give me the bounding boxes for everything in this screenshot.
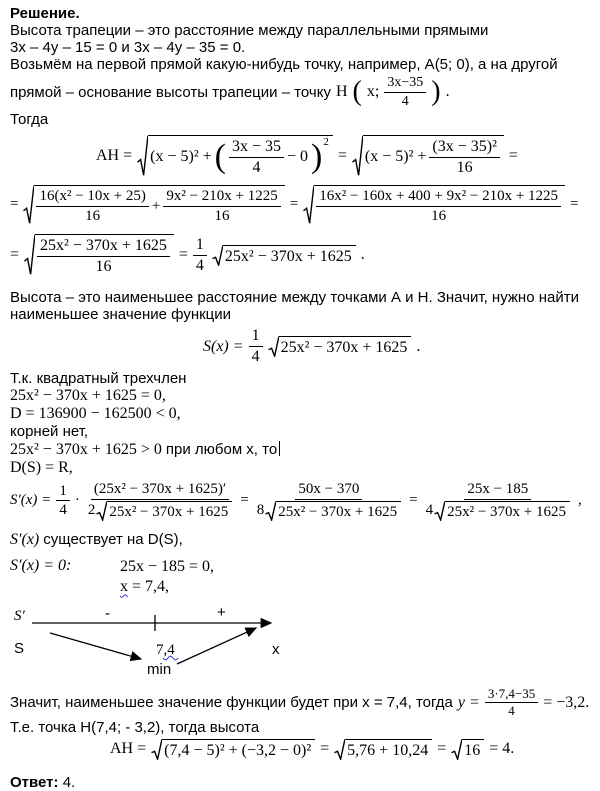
- sqrt: 25x² − 370x + 1625: [268, 336, 412, 357]
- diagram-s-label: S: [14, 639, 25, 657]
- page-title: Решение.: [10, 5, 80, 22]
- sqrt: (x − 5)² + $\frac{\text{(3x − 35)²}}{16}$: [352, 135, 504, 177]
- conclusion-text: Значит, наименьшее значение функции будет при x = 7,4, тогда: [10, 694, 453, 712]
- radical-sign: [434, 501, 445, 521]
- point-fraction: $\frac{3x-35}{4}$: [384, 75, 426, 109]
- sqrt: (x − 5)² + ( $\frac{3x - 35}{4}$ − 0 ) 2: [137, 135, 333, 177]
- quad-line-5: [10, 441, 590, 459]
- sqrt: [24, 234, 174, 276]
- radical-sign: [268, 336, 279, 357]
- intro-line-5: Тогда: [10, 111, 49, 128]
- quad-line-4: корней нет,: [10, 423, 89, 441]
- text-cursor: [279, 441, 280, 456]
- equation-s-of-x: S(x) = $\frac{1}{4}$ 25x² − 370x + 1625 .: [203, 327, 421, 366]
- sqrt: 16: [451, 739, 484, 760]
- answer-label: Ответ:: [10, 773, 59, 791]
- radical-sign: [212, 245, 223, 266]
- quad-line-2: 25x² − 370x + 1625 = 0,: [10, 387, 166, 405]
- sqrt: 5,76 + 10,24: [334, 739, 432, 760]
- intro-line-1: Высота трапеции – это расстояние между параллельными прямыми: [10, 22, 489, 39]
- conclusion-line-1: [10, 687, 590, 719]
- equation-ah-line2: = $\frac{\text{16(x² − 10x + 25)}}{16}$ + $\frac{\text{9x² − 210x + 1225}}{16}$ = $\frac{\text{16x² − 160x + 400 + 9x² − 210x + 1225}}{16}$ =: [10, 185, 590, 225]
- close-paren: ): [431, 75, 441, 107]
- diagram-s-prime-label: S′: [14, 607, 25, 624]
- diagram-minus-sign: -: [105, 604, 110, 622]
- para2-line-1: Высота – это наименьшее расстояние между точками А и Н. Значит, нужно найти: [10, 289, 579, 307]
- radical-sign: [451, 739, 462, 760]
- fraction: $\frac{\text{9x² − 210x + 1225}}{16}$: [163, 188, 280, 225]
- answer-value: 4.: [62, 773, 76, 791]
- radical-sign: [334, 739, 345, 760]
- fraction: $\frac{1}{4}$: [193, 236, 207, 275]
- fraction: $\frac{3x - 35}{4}$: [229, 138, 284, 177]
- open-paren: (: [214, 138, 226, 176]
- radical-sign: [96, 501, 107, 521]
- sqrt: 25x² − 370x + 1625: [265, 501, 401, 521]
- zero-rhs-1: 25x − 185 = 0,: [120, 557, 215, 575]
- zero-rhs-2: x = 7,4,: [120, 577, 170, 595]
- exists-text: существует на D(S),: [43, 530, 183, 548]
- exponent: 2: [323, 136, 329, 148]
- fraction: 25x − 185 4 25x² − 370x + 1625: [423, 481, 573, 521]
- conclusion-line-2: Т.е. точка Н(7,4; - 3,2), тогда высота: [10, 718, 260, 736]
- y-lhs: y =: [457, 693, 480, 711]
- close-paren: ): [311, 138, 323, 176]
- point-name: H: [335, 83, 348, 100]
- quad-line-5-math: 25x² − 370x + 1625 > 0: [10, 441, 162, 459]
- quad-line-1: Т.к. квадратный трехчлен: [10, 370, 187, 388]
- zero-equation: [10, 557, 590, 597]
- radical-sign: [352, 135, 363, 177]
- y-rhs: = −3,2.: [543, 693, 590, 711]
- quad-line-6: D(S) = R,: [10, 459, 73, 477]
- intro-line-4-text: прямой – основание высоты трапеции – точку: [10, 83, 331, 101]
- radical-sign: [303, 185, 314, 225]
- radical-sign: [265, 501, 276, 521]
- sqrt: [303, 185, 565, 225]
- fraction: $\frac{\text{25x² − 370x + 1625}}{16}$: [37, 237, 170, 276]
- point-arg: x;: [366, 83, 380, 100]
- sqrt: (7,4 − 5)² + (−3,2 − 0)²: [151, 739, 315, 760]
- equation-ah-final: AH = (7,4 − 5)² + (−3,2 − 0)² = 5,76 + 10,24 = 16 = 4.: [110, 740, 515, 759]
- exists-math: S′(x): [10, 530, 40, 548]
- intro-line-2: 3x – 4y – 15 = 0 и 3x – 4y – 35 = 0.: [10, 39, 246, 56]
- exists-line: [10, 531, 590, 549]
- fraction: $\frac{\text{(3x − 35)²}}{16}$: [429, 138, 499, 177]
- sqrt: 25x² − 370x + 1625: [434, 501, 570, 521]
- diagram-plus-sign: +: [217, 603, 226, 621]
- radical-sign: [151, 739, 162, 760]
- equation-derivative: S′(x) = $\frac{1}{4}$ · (25x² − 370x + 1625)′ 2 25x² − 370x + 1625 = 50x − 370 8 25x² − 370x + 1625 = 25x − 185 4 25x² − 370x + 1625 ,: [10, 481, 582, 520]
- fraction: $\frac{\text{16x² − 160x + 400 + 9x² − 210x + 1225}}{16}$: [316, 188, 561, 225]
- diagram-decreasing-arrow: [50, 633, 141, 659]
- quad-line-5-text: при любом x, то: [165, 441, 278, 459]
- x-variable: x: [120, 577, 128, 595]
- diagram-x-label: x: [272, 640, 280, 658]
- quad-line-3: D = 136900 − 162500 < 0,: [10, 405, 181, 423]
- diagram-min-value: 7,4: [156, 641, 175, 658]
- para2-line-2: наименьшее значение функции: [10, 306, 232, 324]
- sqrt: 25x² − 370x + 1625: [96, 501, 232, 521]
- sign-diagram: [10, 603, 310, 677]
- fraction: $\frac{3\cdot 7,4-35}{4}$: [485, 687, 538, 719]
- sqrt: $\frac{\text{16(x² − 10x + 25)}}{16}$ + $\frac{\text{9x² − 210x + 1225}}{16}$: [23, 185, 284, 225]
- sqrt: 25x² − 370x + 1625: [212, 245, 356, 266]
- zero-lhs: S′(x) = 0:: [10, 556, 72, 574]
- fraction: $\frac{\text{16(x² − 10x + 25)}}{16}$: [36, 188, 148, 225]
- radical-sign: [24, 234, 35, 276]
- equation-ah-line1: AH = (x − 5)² + ( $\frac{3x - 35}{4}$ − 0 ) 2 = (x − 5)² + $\frac{\text{(3x − 35)²}}{16}$ =: [96, 136, 518, 176]
- diagram-min-label: min: [147, 660, 172, 678]
- diagram-increasing-arrow: [177, 628, 256, 664]
- fraction: $\frac{1}{4}$: [249, 327, 263, 366]
- fraction: 50x − 370 8 25x² − 370x + 1625: [254, 481, 404, 521]
- intro-line-3: Возьмём на первой прямой какую-нибудь точку, например, А(5; 0), а на другой: [10, 56, 558, 73]
- period: .: [445, 83, 450, 100]
- radical-sign: [137, 135, 148, 177]
- radical-sign: [23, 185, 34, 225]
- fraction: (25x² − 370x + 1625)′ 2 25x² − 370x + 1625: [85, 481, 235, 521]
- answer-line: [10, 774, 590, 791]
- open-paren: (: [352, 75, 362, 107]
- equation-ah-line3: = $\frac{\text{25x² − 370x + 1625}}{16}$ = $\frac{1}{4}$ 25x² − 370x + 1625 .: [10, 235, 365, 276]
- intro-line-4: [10, 74, 590, 110]
- fraction: $\frac{1}{4}$: [56, 483, 70, 520]
